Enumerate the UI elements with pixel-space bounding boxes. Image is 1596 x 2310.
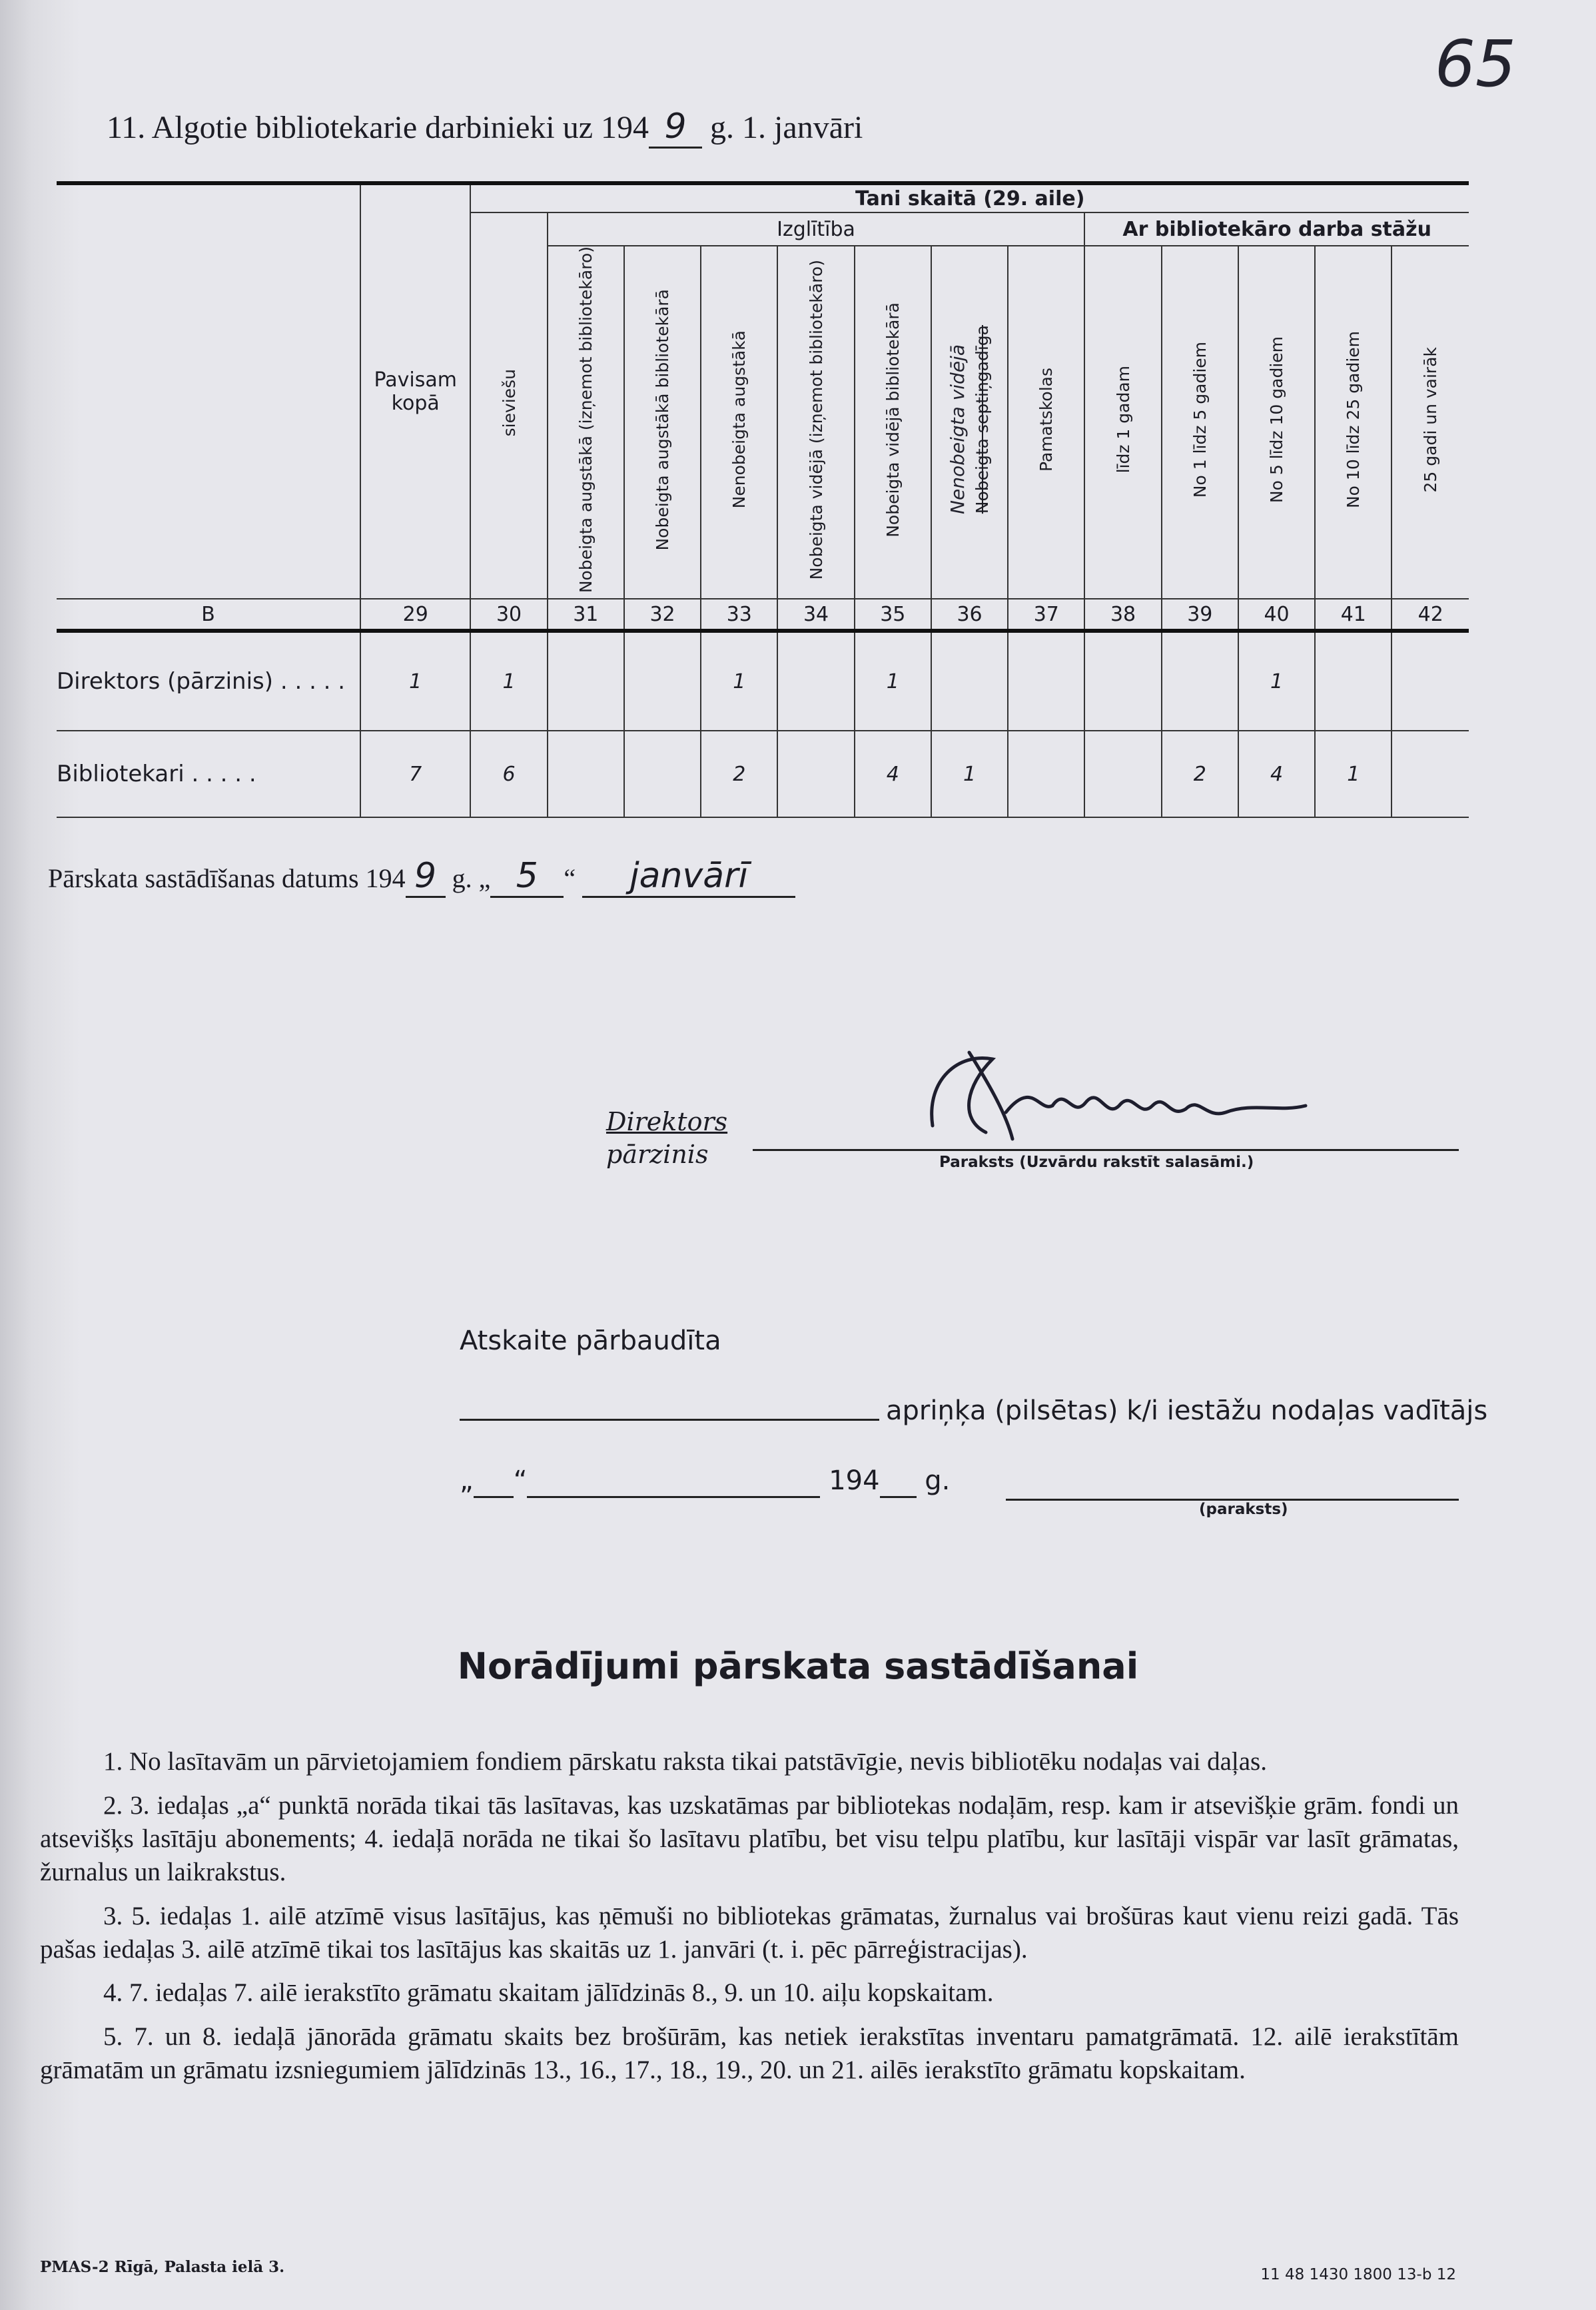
instruction-item: 5. 7. un 8. iedaļā jānorāda grāmatu skaits bez brošūrām, kas netiek ierakstītas inventaru pamatgrāmatā. 12. ailē ierakstītām grāmatām un grāmatu izsniegumiem jālīdzinās 13., 16., 17., 18., 19., 20. un 21. ailēs ierakstīto grāmatu kopskaitam. — [40, 2022, 1459, 2085]
table-cell[interactable]: 6 — [470, 731, 547, 817]
col-36-handwritten-label: Nenobeigta vidējā — [947, 344, 969, 514]
col-number: 33 — [701, 599, 777, 631]
table-cell[interactable] — [624, 731, 701, 817]
table-row — [57, 731, 1469, 817]
check-date-open: „ — [460, 1465, 474, 1496]
table-cell[interactable]: 1 — [360, 631, 470, 731]
col-33-header: Nenobeigta augstākā — [701, 246, 777, 599]
check-date — [460, 1465, 950, 1498]
col-37-header: Pamatskolas — [1008, 246, 1084, 599]
col-31-header: Nobeigta augstākā (izņemot bibliotekāro) — [548, 246, 624, 599]
report-date-quote: “ — [564, 863, 576, 893]
director-signature — [906, 1039, 1319, 1152]
section-title-pre: Algotie bibliotekarie darbinieki uz 194 — [151, 110, 649, 145]
row-label-header-blank — [57, 183, 360, 599]
report-date-month-field[interactable]: janvārī — [582, 856, 795, 898]
section-title-post: g. 1. janvāri — [710, 110, 863, 145]
table-cell[interactable]: 2 — [1162, 731, 1238, 817]
table-cell[interactable]: 1 — [470, 631, 547, 731]
table-cell[interactable] — [1162, 631, 1238, 731]
col-number: 30 — [470, 599, 547, 631]
director-title — [606, 1106, 727, 1172]
col-30-header: sieviešu — [470, 212, 547, 599]
col-number: 41 — [1315, 599, 1392, 631]
header-experience: Ar bibliotekāro darba stāžu — [1084, 212, 1469, 246]
district-text: apriņķa (pilsētas) k/i iestāžu nodaļas vadītājs — [886, 1395, 1488, 1426]
col-36-header: Nenobeigta vidējā Nobeigta septiņgadīga — [931, 246, 1008, 599]
col-number: 37 — [1008, 599, 1084, 631]
table-cell[interactable]: 1 — [931, 731, 1008, 817]
row-label-header: B — [57, 599, 360, 631]
row-label-director: Direktors (pārzinis) . . . . . — [57, 631, 360, 731]
check-day-field[interactable] — [474, 1465, 514, 1498]
print-code: 11 48 1430 1800 13-b 12 — [1260, 2266, 1456, 2283]
row-label-librarians: Bibliotekari . . . . . — [57, 731, 360, 817]
col-number: 40 — [1238, 599, 1315, 631]
col-35-header: Nobeigta vidējā bibliotekārā — [855, 246, 931, 599]
table-cell[interactable] — [1084, 731, 1161, 817]
table-cell[interactable] — [548, 731, 624, 817]
table-cell[interactable] — [548, 631, 624, 731]
report-date-year-field[interactable]: 9 — [406, 856, 446, 898]
table-cell[interactable] — [1008, 731, 1084, 817]
col-32-header: Nobeigta augstākā bibliotekārā — [624, 246, 701, 599]
table-cell[interactable]: 4 — [855, 731, 931, 817]
col-number: 42 — [1392, 599, 1469, 631]
director-signature-caption: Paraksts (Uzvārdu rakstīt salasāmi.) — [939, 1154, 1254, 1171]
instruction-item: 4. 7. iedaļas 7. ailē ierakstīto grāmatu skaitam jālīdzinās 8., 9. un 10. aiļu kopskaitam. — [103, 1978, 994, 2008]
staff-table — [57, 181, 1469, 818]
director-title-line2: pārzinis — [606, 1140, 709, 1170]
table-cell[interactable] — [1084, 631, 1161, 731]
instruction-item: 2. 3. iedaļas „a“ punktā norāda tikai tās lasītavas, kas uzskatāmas par bibliotekas nodaļām, resp. kam ir atsevišķie grām. fondi un atsevišķs lasītāju abonements; 4. iedaļā norāda ne tikai šo lasītavu platību, bet visu telpu platību, kur lasītāji vispār var lasīt grāmatas, žurnalus un laikrakstus. — [40, 1790, 1459, 1886]
header-total: Pavisam kopā — [360, 183, 470, 599]
col-number: 39 — [1162, 599, 1238, 631]
district-field[interactable] — [460, 1419, 879, 1421]
check-year-field[interactable] — [880, 1465, 917, 1498]
col-number: 32 — [624, 599, 701, 631]
table-cell[interactable] — [777, 631, 854, 731]
table-cell[interactable]: 2 — [701, 731, 777, 817]
col-39-header: No 1 līdz 5 gadiem — [1162, 246, 1238, 599]
instruction-item: 3. 5. iedaļas 1. ailē atzīmē visus lasītājus, kas ņēmuši no bibliotekas grāmatas, žurnalus vai brošūras kaut vienu reizi gadā. Tās pašas iedaļas 3. ailē atzīmē tikai tos lasītājus kas skaitās uz 1. janvāri (t. i. pēc pārreģistracijas). — [40, 1901, 1459, 1964]
col-40-header: No 5 līdz 10 gadiem — [1238, 246, 1315, 599]
table-row — [57, 631, 1469, 731]
section-heading — [107, 107, 863, 149]
report-date — [48, 856, 795, 898]
check-g: g. — [925, 1465, 951, 1496]
col-number: 34 — [777, 599, 854, 631]
report-date-g: g. „ — [452, 863, 491, 893]
check-month-field[interactable] — [527, 1465, 820, 1498]
section-year-field[interactable]: 9 — [649, 107, 702, 149]
check-date-close: “ — [513, 1465, 528, 1496]
col-34-header: Nobeigta vidējā (izņemot bibliotekāro) — [777, 246, 854, 599]
section-number: 11. — [107, 110, 146, 145]
table-cell[interactable]: 4 — [1238, 731, 1315, 817]
col-42-header: 25 gadi un vairāk — [1392, 246, 1469, 599]
table-cell[interactable] — [1392, 631, 1469, 731]
header-education: Izglītība — [548, 212, 1085, 246]
check-signature-caption: (paraksts) — [1199, 1501, 1288, 1518]
table-cell[interactable]: 1 — [855, 631, 931, 731]
instruction-item: 1. No lasītavām un pārvietojamiem fondiem pārskatu raksta tikai patstāvīgie, nevis bibliotēku nodaļas vai daļas. — [103, 1747, 1267, 1776]
check-label: Atskaite pārbaudīta — [460, 1326, 721, 1356]
col-number: 35 — [855, 599, 931, 631]
col-number: 36 — [931, 599, 1008, 631]
col-41-header: No 10 līdz 25 gadiem — [1315, 246, 1392, 599]
report-date-day-field[interactable]: 5 — [490, 856, 564, 898]
table-cell[interactable] — [1392, 731, 1469, 817]
table-cell[interactable] — [1315, 631, 1392, 731]
table-cell[interactable] — [624, 631, 701, 731]
table-cell[interactable]: 1 — [701, 631, 777, 731]
printer-imprint: PMAS-2 Rīgā, Palasta ielā 3. — [40, 2258, 285, 2276]
director-title-line1: Direktors — [606, 1107, 728, 1136]
table-cell[interactable]: 1 — [1238, 631, 1315, 731]
report-date-label: Pārskata sastādīšanas datums 194 — [48, 863, 406, 893]
table-cell[interactable]: 1 — [1315, 731, 1392, 817]
instructions-title: Norādījumi pārskata sastādīšanai — [457, 1645, 1139, 1687]
col-number: 29 — [360, 599, 470, 631]
table-cell[interactable] — [777, 731, 854, 817]
table-cell[interactable]: 7 — [360, 731, 470, 817]
col-38-header: līdz 1 gadam — [1084, 246, 1161, 599]
header-group: Tani skaitā (29. aile) — [470, 183, 1469, 212]
table-cell[interactable] — [931, 631, 1008, 731]
column-number-row — [57, 599, 1469, 631]
col-number: 31 — [548, 599, 624, 631]
table-cell[interactable] — [1008, 631, 1084, 731]
check-year: 194 — [829, 1465, 880, 1496]
col-number: 38 — [1084, 599, 1161, 631]
page-number: 65 — [1434, 27, 1516, 101]
director-signature-line — [753, 1149, 1459, 1151]
instructions-list — [40, 1745, 1459, 2098]
